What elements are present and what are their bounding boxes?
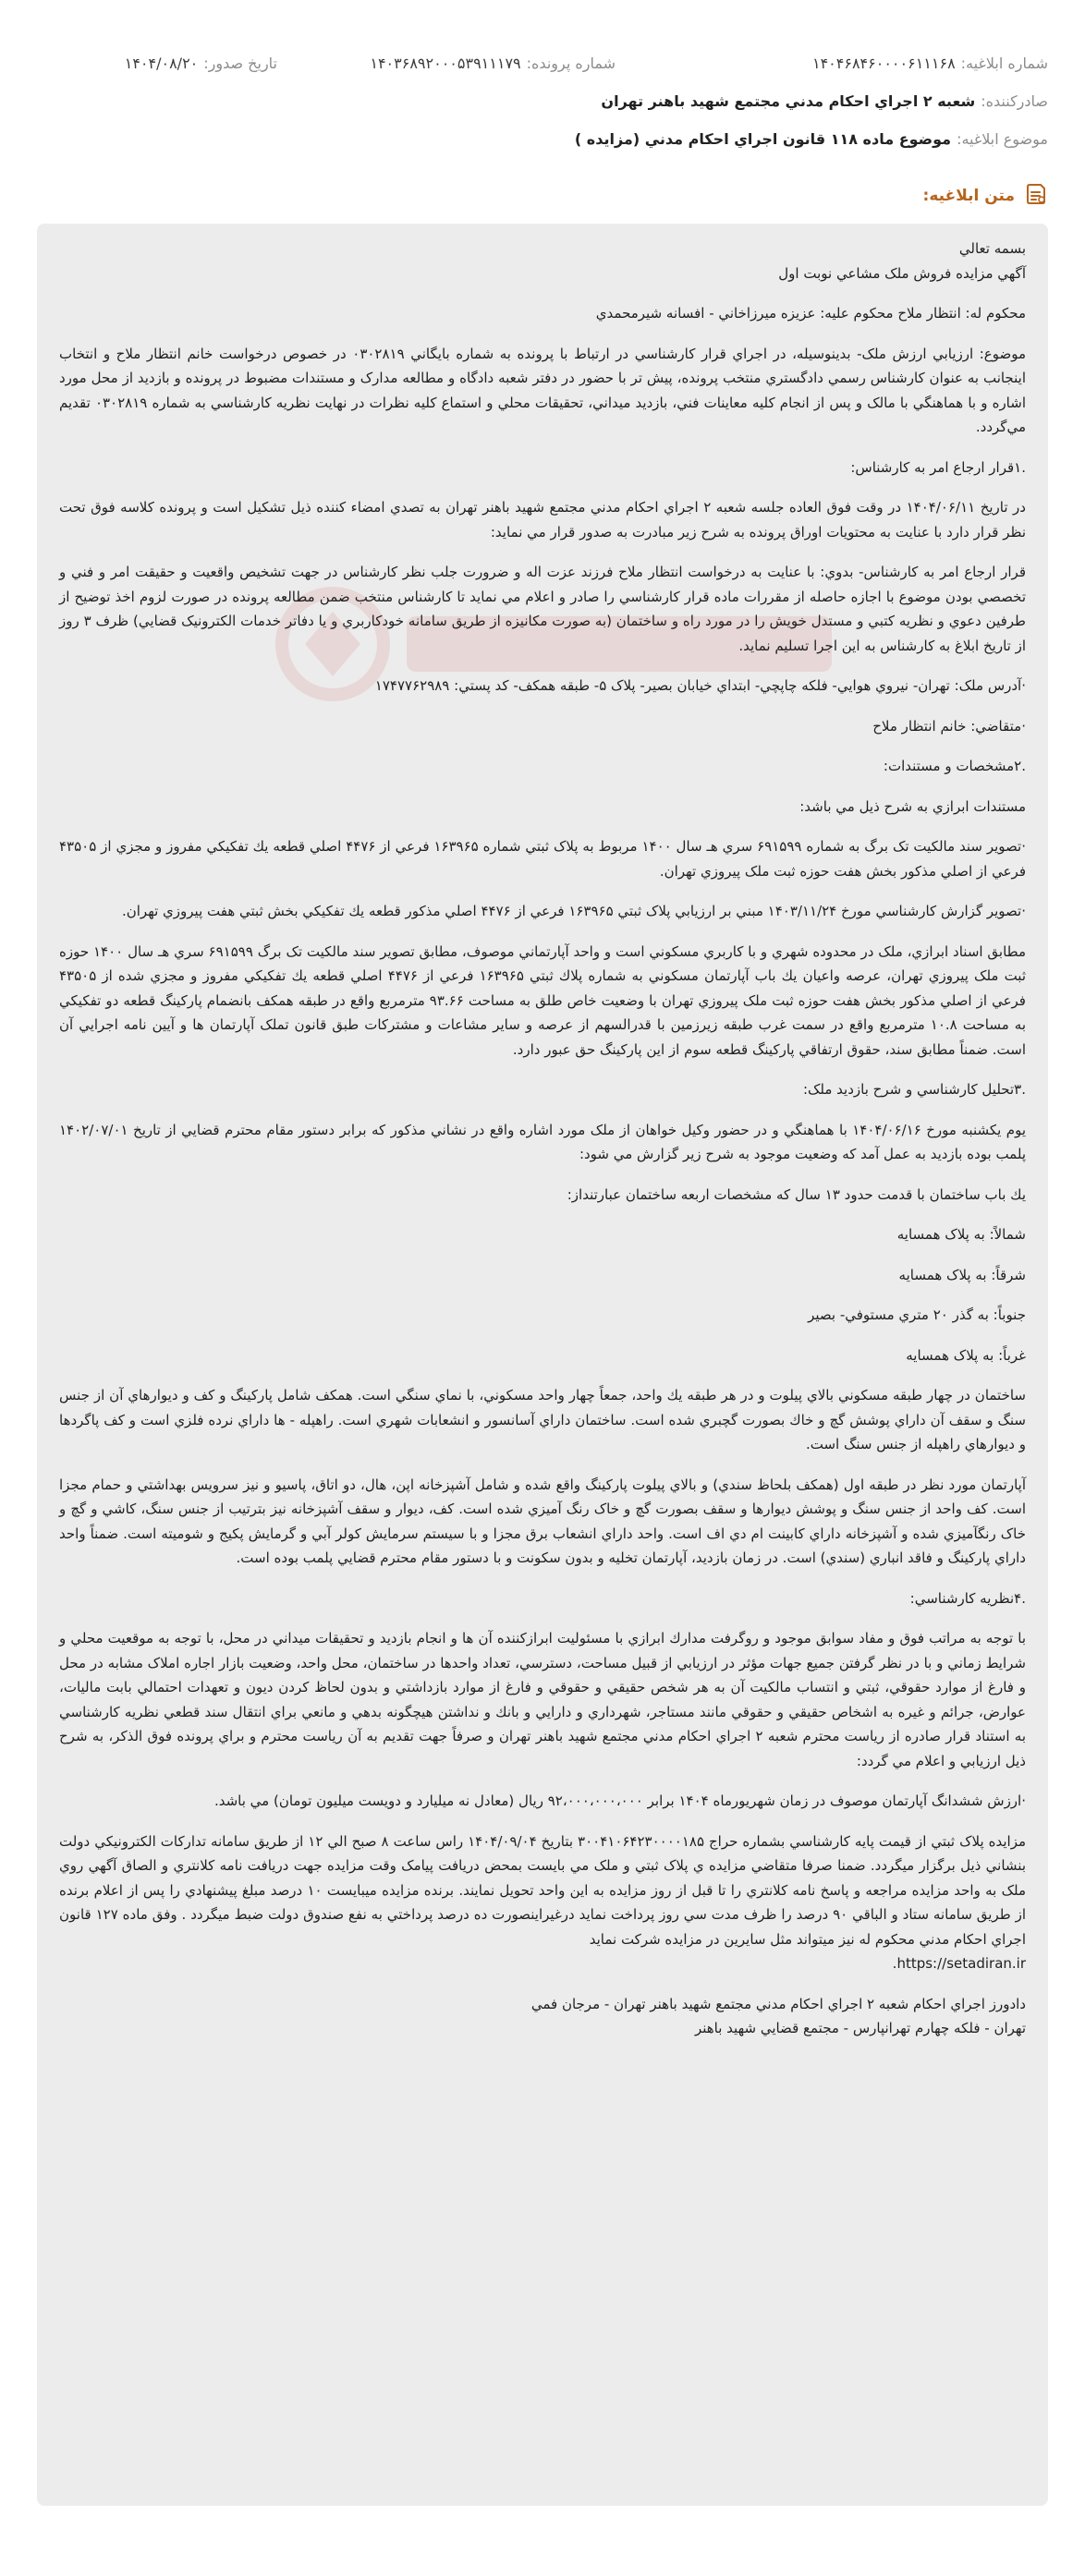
boundary-east: شرقاً: به پلاک همسايه [898,1266,1026,1283]
issue-date-field [125,55,277,72]
subject-row [37,124,1048,153]
notice-text-header [923,181,1048,211]
building-boundaries-intro: يك باب ساختمان با قدمت حدود ۱۳ سال که مشخصات اربعه ساختمان عبارتنداز: [567,1185,1026,1203]
document-item-deed: ·تصوير سند مالکيت تک برگ به شماره ۶۹۱۵۹۹ سري هـ سال ۱۴۰۰ مربوط به پلاک ثبتي شماره ۱۶۳۹۶۵ فرعي از ۴۴۷۶ اصلي قطعه يك تفكيكي مفروز و مجزي از ۴۳۵۰۵ فرعي از اصلي مذکور بخش هفت حوزه ثبت ملک پيروزي تهران. [59,838,1026,880]
applicant-line: ·متقاضي: خانم انتظار ملاح [872,717,1026,735]
order-paragraph: قرار ارجاع امر به کارشناس- بدوي: با عنايت به درخواست انتظار ملاح فرزند عزت اله و ضرورت جلب نظر کارشناس در جهت تشخيص واقعيت و حقيقت امر و فني و تخصصي بودن موضوع با اجازه حاصله از مقررات ماده قرار کارشناسي را صادر و اعلام مي نمايد تا کارشناس منتخب ضمن مطالعه پرونده در صورت لزوم اخذ توضيح از طرفين دعوي و نظريه کتبي و مستدل خويش را در مورد راه و ساختمان (به صورت مکانيزه از طريق سامانه خودکاربري و يا دفاتر خدمات الکترونيک قضايي) ظرف ۳ روز از تاريخ ابلاغ به کارشناس به اين اجرا تسليم نمايد. [59,564,1026,654]
issue-date-label: تاريخ صدور: [203,54,277,72]
expert-opinion: با توجه به مراتب فوق و مفاد سوابق موجود و روگرفت مدارك ابرازي با مسئوليت ابرازكننده آن ها و انجام بازديد و تحقيقات ميداني در محل، با توجه به موقعيت محلي و شرايط زماني و با در نظر گرفتن جميع جهات مؤثر در ارزيابي از قبيل مساحت، دسترسي، تعداد واحدها در ساختمان، محل واحد، وضعيت بازار اجاره املاک مشابه در محل و فارغ از موارد حقوقي، ثبتي و انتساب مالکيت آن به هر شخص حقيقي و حقوقي و فارغ از موارد بازداشتي و بدون لحاظ کردن ديون و تعهدات احتمالي بابت ماليات، عوارض، جرائم و غيره به اشخاص حقيقي و حقوقي مانند مستاجر، شهرداري و دارايي و بانك و نداشتن هيچگونه بدهي و مانعي براي انتقال سند قطعي نظريه کارشناسي به استناد قرار صادره از رياست محترم شعبه ۲ اجراي احکام مدني مجتمع شهيد باهنر تهران و صرفاً جهت تقديم به آن رياست محترم و براي پرونده فوق الذکر، به شرح ذيل ارزيابي و اعلام مي گردد: [59,1630,1026,1769]
issue-number-label: شماره ابلاغيه: [960,54,1048,72]
section-4-heading: .۴نظريه کارشناسي: [909,1589,1026,1607]
order-date-paragraph: در تاريخ ۱۴۰۴/۰۶/۱۱ در وقت فوق العاده جلسه شعبه ۲ اجراي احکام مدني مجتمع شهيد باهنر تهران به تصدي امضاء کننده ذيل تشکيل است و پرونده کلاسه فوق تحت نظر قرار دارد با عنايت به محتويات اوراق پرونده به شرح زير مبادرت به صدور قرار مي نمايد: [59,499,1026,541]
document-item-report: ·تصوير گزارش کارشناسي مورخ ۱۴۰۳/۱۱/۲۴ مبني بر ارزيابي پلاک ثبتي ۱۶۳۹۶۵ فرعي از ۴۴۷۶ اصلي مذکور قطعه يك تفكيكي بخش ثبتي هفت پيروزي تهران. [121,903,1026,919]
subject-paragraph: موضوع: ارزيابي ارزش ملک- بدينوسيله، در اجراي قرار کارشناسي در ارتباط با پرونده به شماره بايگاني ۰۳۰۲۸۱۹ در خصوص درخواست خانم انتظار ملاح و انتخاب اينجانب به عنوان کارشناس رسمي دادگستري منتخب پرونده، پيش تر با حضور در دفتر شعبه دادگاه و مطالعه مدارک و مستندات مضبوط در پرونده و بازديد از محل مورد اشاره و با هماهنگي با مالک و پس از انجام کليه معاينات فني، بازديد ميداني، تحقيقات محلي و استماع کليه نظرات در نهايت نظريه کارشناسي به شماره ۰۳۰۲۸۱۹ تقديم مي‌گردد. [59,345,1026,435]
court-address: تهران - فلکه چهارم تهرانپارس - مجتمع قضايي شهيد باهنر [694,2020,1026,2036]
issue-number-field [812,55,1048,72]
boundary-west: غرباً: به پلاک همسايه [906,1346,1026,1364]
issue-number-value: ۱۴۰۴۶۸۴۶۰۰۰۰۶۱۱۱۶۸ [811,54,956,72]
boundary-north: شمالاً: به پلاک همسايه [896,1226,1026,1243]
notice-body [37,224,1048,2506]
signature-line: دادورز اجراي احکام شعبه ۲ اجراي احکام مدني مجتمع شهيد باهنر تهران - مرجان فمي [530,1995,1026,2012]
property-address: ·آدرس ملک: تهران- نيروي هوايي- فلکه چاپچي- ابتداي خيابان بصير- پلاک ۵- طبقه همکف- کد پستي: ۱۷۴۷۷۶۲۹۸۹ [374,677,1026,694]
issue-date-value: ۱۴۰۴/۰۸/۲۰ [124,54,199,72]
file-number-field [370,55,616,72]
doc-title: آگهي مزايده فروش ملک مشاعي نوبت اول [778,264,1026,282]
documents-description: مطابق اسناد ابرازي، ملک در محدوده شهري و با کاربري مسکوني است و واحد آپارتماني موصوف، مطابق تصوير سند مالکيت تک برگ ۶۹۱۵۹۹ سري هـ سال ۱۴۰۰ حوزه ثبت ملک پيروزي تهران، عرصه واعيان يك باب آپارتمان مسکوني به شماره پلاك ثبتي ۱۶۳۹۶۵ فرعي از ۴۴۷۶ اصلي قطعه يك تفكيكي مفروز و مجزي شده از ۴۳۵۰۵ فرعي از اصلي مذکور بخش هفت حوزه ثبت ملک پيروزي تهران با وضعيت خاص طلق به مساحت ۹۳.۶۶ مترمربع واقع در طبقه همکف بانضمام پارکينگ قطعه دو تفکيکي به مساحت ۱۰.۸ مترمربع واقع در سمت غرب طبقه زيرزمين با قدرالسهم از عرصه و ساير مشاعات و مشترکات طبق قانون تملک آپارتمان ها و آيين نامه اجرايي آن است. ضمناً مطابق سند، حقوق ارتفاقي پارکينگ قطعه سوم از اين پارکينگ حق عبور دارد. [59,942,1027,1058]
file-number-label: شماره پرونده: [526,54,616,72]
visit-paragraph: يوم يکشنبه مورخ ۱۴۰۴/۰۶/۱۶ با هماهنگي و در حضور وکيل خواهان از ملک مورد اشاره واقع در نشاني مذکور که برابر دستور مقام محترم قضايي از تاريخ ۱۴۰۲/۰۷/۰۱ پلمب بوده بازديد به عمل آمد که وضعيت موجود به شرح زير گزارش مي شود: [59,1121,1026,1162]
issuer-label: صادرکننده: [981,91,1048,110]
section-1-heading: .۱قرار ارجاع امر به کارشناس: [850,458,1026,476]
header-row-ids [37,48,1048,78]
valuation-line: ·ارزش ششدانگ آپارتمان موصوف در زمان شهريورماه ۱۴۰۴ برابر ۹۲،۰۰۰،۰۰۰،۰۰۰ ريال (معادل نه ميليارد و دويست ميليون تومان) مي باشد. [213,1792,1026,1809]
issuer-row [37,86,1048,115]
parties-line: محکوم له: انتظار ملاح محکوم عليه: عزيزه ميرزاخاني - افسانه شيرمحمدي [595,305,1026,322]
auction-details: مزايده پلاک ثبتي از قيمت پايه کارشناسي بشماره حراج ۳۰۰۴۱۰۶۴۲۳۰۰۰۰۱۸۵ بتاريخ ۱۴۰۴/۰۹/۰۴ راس ساعت ۸ صبح الي ۱۲ از طريق سامانه تدارکات الکترونيکي دولت بنشاني ذيل برگزار ميگردد. ضمنا صرفا متقاضي مزايده ي پلاک ثبتي و ملک مي بايست بمحض دريافت پيامک وقت مزايده جهت دريافت نامه کلانتري و الصاق آگهي روي ملک به واحد مزايده مراجعه و پاسخ نامه کلانتري را تا قبل از روز مزايده به اين واحد تحويل نمايند. برنده مزايده ميبايست ۱۰ درصد مبلغ پيشنهادي را پس از اعلام برنده از طريق سامانه ستاد و الباقي ۹۰ درصد را ظرف مدت سي روز پرداخت نمايد درغيراينصورت ده درصد پرداختي به نفع صندوق دولت ضبط ميگردد . وفق ماده ۱۲۷ قانون اجراي احکام مدني محکوم له نيز ميتواند مثل سايرين در مزايده شرکت نمايد [59,1832,1027,1948]
boundary-south: جنوباً: به گذر ۲۰ متري مستوفي- بصير [808,1306,1026,1323]
documents-intro: مستندات ابرازي به شرح ذيل مي باشد: [799,797,1026,815]
file-number-value: ۱۴۰۳۶۸۹۲۰۰۰۵۳۹۱۱۱۷۹ [370,54,521,72]
doc-salutation: بسمه تعالي [958,240,1026,257]
issuer-value: شعبه ۲ اجراي احکام مدني مجتمع شهيد باهنر تهران [601,91,976,110]
subject-value: موضوع ماده ۱۱۸ قانون اجراي احکام مدني (مزايده ) [574,129,952,148]
building-description: ساختمان در چهار طبقه مسکوني بالاي پيلوت و در هر طبقه يك واحد، جمعاً چهار واحد مسکوني، با نماي سنگي است. همکف شامل پارکينگ و کف و ديوارهاي آن از جنس سنگ و سقف آن داراي پوشش گچ و خاك بصورت گچبري شده است. ساختمان داراي آسانسور و انشعابات شهري است. راهپله - ها داراي نرده فلزي است و کف پاگردها و ديوارهاي راهپله از جنس سنگ است. [59,1387,1026,1452]
subject-label: موضوع ابلاغيه: [957,129,1048,148]
section-2-heading: .۲مشخصات و مستندات: [883,758,1026,774]
apartment-description: آپارتمان مورد نظر در طبقه اول (همکف بلحاظ سندي) و بالاي پيلوت پارکينگ واقع شده و شامل آشپزخانه اپن، هال، دو اتاق، پاسيو و نيز سرويس بهداشتي و حمام مجزا است. کف واحد از جنس سنگ و پوشش ديوارها و سقف بصورت گچ و خاک رنگ آميزي شده است. کف، ديوار و سقف آشپزخانه نيز بترتيب از جنس سنگ، کاشي و گچ و خاک رنگآميزي شده و آشپزخانه داراي کابينت ام دي اف است. واحد داراي انشعاب برق مجزا و با سيستم سرمايش کولر آبي و گرمايش پکيج و شوميته است. ضمناً واحد داراي پارکينگ و فاقد انباري (سندي) است. در زمان بازديد، آپارتمان تخليه و بدون سکونت و با دستور مقام محترم قضايي پلمب بوده است. [59,1476,1026,1566]
section-3-heading: .۳تحليل کارشناسي و شرح بازديد ملک: [802,1081,1026,1098]
document-icon [1022,181,1048,211]
notice-text-title: متن ابلاغيه: [922,187,1015,205]
setad-link[interactable]: https://setadiran.ir. [892,1955,1026,1972]
